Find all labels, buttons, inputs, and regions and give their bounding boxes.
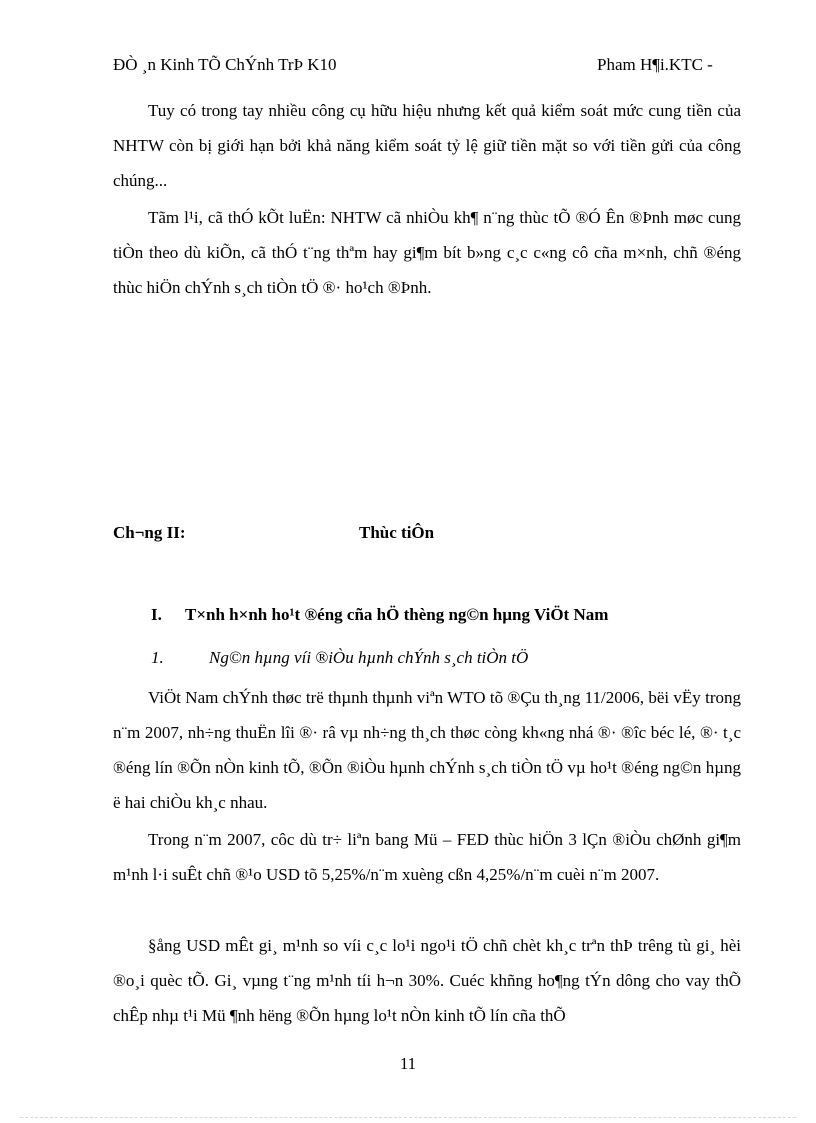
section-title: T×nh h×nh ho¹t ®éng cña hÖ thèng ng©n hµng ViÖt Nam <box>185 605 609 624</box>
paragraph-5: §ång USD mÊt gi¸ m¹nh so víi c¸c lo¹i ngo¹i tÖ chñ chèt kh¸c trªn thÞ trêng tù gi¸ hèi ®o¸i quèc tÕ. Gi¸ vµng t¨ng m¹nh tíi h¬n 30%. Cuéc khñng ho¶ng tÝn dông cho vay thÕ chÊp nhµ t¹i Mü ¶nh hëng ®Õn hµng lo¹t nÒn kinh tÕ lín cña thÕ <box>113 936 741 1025</box>
chapter-title: Thùc tiÔn <box>359 523 435 542</box>
header-left-text: ĐÒ ¸n Kinh TÕ ChÝnh TrÞ K10 <box>113 55 337 74</box>
subsection-number: 1. <box>151 648 164 667</box>
page-bottom-divider <box>20 1117 796 1118</box>
section-number: I. <box>151 605 162 624</box>
paragraph-2: Tãm l¹i, cã thÓ kÕt luËn: NHTW cã nhiÒu kh¶ n¨ng thùc tÕ ®Ó Ên ®Þnh møc cung tiÒn theo dù kiÕn, cã thÓ t¨ng thªm hay gi¶m bít b»ng c¸c c«ng cô cña m×nh, chñ ®éng thùc hiÖn chÝnh s¸ch tiÒn tÖ ®· ho¹ch ®Þnh. <box>113 208 741 297</box>
chapter-label: Ch¬ng II: <box>113 523 186 542</box>
header-right-text: Pham H¶i.KTC - <box>597 55 713 74</box>
subsection-title: Ng©n hµng víi ®iÒu hµnh chÝnh s¸ch tiÒn tÖ <box>209 648 529 667</box>
paragraph-3: ViÖt Nam chÝnh thøc trë thµnh thµnh viªn WTO tõ ®Çu th¸ng 11/2006, bëi vËy trong n¨m 2007, nh÷ng thuËn lîi ®· râ vµ nh÷ng th¸ch thøc còng kh«ng nhá ®· ®îc béc lé, ®· t¸c ®éng lín ®Õn nÒn kinh tÕ, ®Õn ®iÒu hµnh chÝnh s¸ch tiÒn tÖ vµ ho¹t ®éng ng©n hµng ë hai chiÒu kh¸c nhau. <box>113 688 741 812</box>
paragraph-4: Trong n¨m 2007, côc dù tr÷ liªn bang Mü – FED thùc hiÖn 3 lÇn ®iÒu chØnh gi¶m m¹nh l·i suÊt chñ ®¹o USD tõ 5,25%/n¨m xuèng cßn 4,25%/n¨m cuèi n¨m 2007. <box>113 830 741 884</box>
page-number: 11 <box>399 1054 417 1073</box>
paragraph-1: Tuy có trong tay nhiều công cụ hữu hiệu nhưng kết quả kiểm soát mức cung tiền của NHTW còn bị giới hạn bởi khả năng kiểm soát tỷ lệ giữ tiền mặt so với tiền gửi của công chúng... <box>113 101 741 190</box>
subsection-heading <box>151 645 528 671</box>
section-heading <box>151 602 608 628</box>
